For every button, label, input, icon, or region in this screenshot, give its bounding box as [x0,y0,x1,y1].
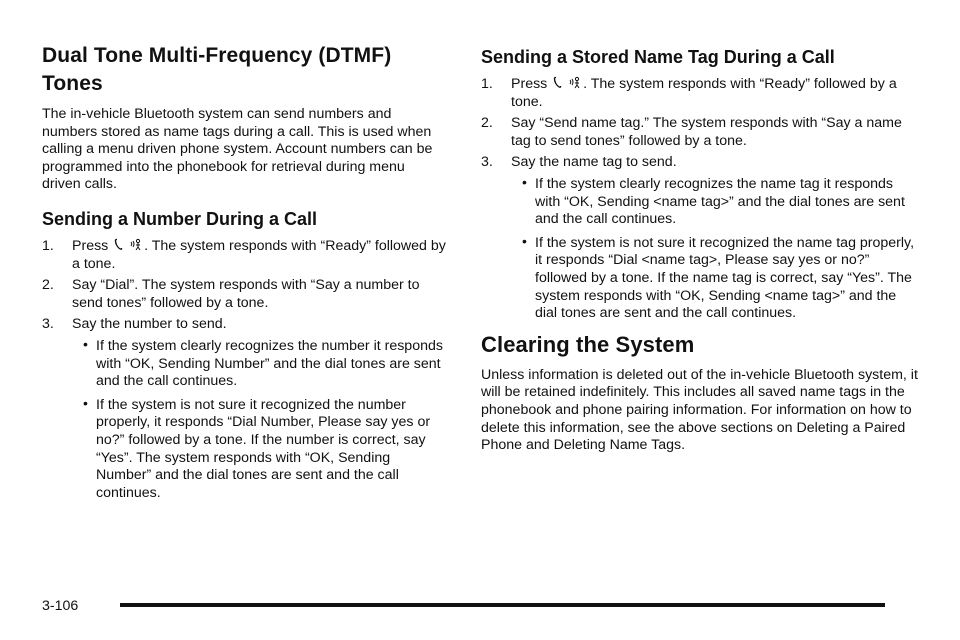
step-text: Say the number to send. [72,316,227,333]
bullet-mark: • [83,394,88,411]
step-number: 1. [42,237,54,254]
step-text-post: . The system responds with “Ready” followed by a tone. [72,237,446,272]
step-number: 2. [42,277,54,294]
right-column [481,42,921,455]
voice-icon [130,238,139,251]
step-item [42,238,447,273]
sending-number-heading: Sending a Number During a Call [42,208,318,229]
bullet-item [481,173,921,229]
step-number: 1. [481,76,493,92]
sending-name-tag-bullets [481,173,921,323]
dtmf-heading: Dual Tone Multi-Frequency (DTMF) Tones [42,44,392,95]
footer-rule [120,603,885,607]
bullet-text: If the system clearly recognizes the number it responds with “OK, Sending Number” and the dial tones are sent and the call continues. [96,337,443,390]
bullet-mark: • [522,232,527,249]
bullet-item [481,232,921,323]
bullet-mark: • [83,335,88,352]
clearing-system-paragraph: Unless information is deleted out of the in-vehicle Bluetooth system, it will be retained indefinitely. This includes all saved name tags in the phonebook and phone pairing information. For information on how to delete this information, see the above sections on Deleting a Paired Phone and Deleting Name Tags. [481,366,918,454]
step-text: Say the name tag to send. [511,154,677,171]
bullet-item [42,335,447,391]
step-item [481,76,921,111]
step-number: 3. [42,316,54,333]
bullet-text: If the system clearly recognizes the name tag it responds with “OK, Sending <name tag>” and the dial tones are sent and the call continues. [535,175,905,228]
bullet-text: If the system is not sure it recognized the name tag properly, it responds “Dial <name tag>, Please say yes or no?” followed by a tone. If the name tag is correct, say “Yes”. The system responds with “OK, Sending <name tag>” and the dial tones are sent and the call continues. [535,234,915,322]
page-number: 3-106 [42,598,79,614]
step-item [42,277,447,312]
sending-name-tag-steps [481,76,921,172]
left-column [42,42,447,508]
step-text-pre: Press [511,76,548,92]
step-text: Say “Send name tag.” The system responds with “Say a name tag to send tones” followed by a tone. [511,115,902,149]
clearing-system-heading: Clearing the System [481,331,695,357]
step-text-post: . The system responds with “Ready” followed by a tone. [511,76,897,110]
step-item [481,154,921,172]
sending-name-tag-heading: Sending a Stored Name Tag During a Call [481,47,835,67]
bullet-item [42,394,447,503]
bullet-text: If the system is not sure it recognized the number properly, it responds “Dial Number, Please say yes or no?” followed by a tone. If the number is correct, say “Yes”. The system responds with “OK, Sending Number” and the dial tones are sent and the call continues. [96,396,431,501]
step-item [481,115,921,150]
sending-number-bullets [42,335,447,502]
handset-icon [553,76,562,89]
step-number: 2. [481,115,493,132]
bullet-mark: • [522,173,527,190]
step-text-pre: Press [72,237,109,254]
step-text: Say “Dial”. The system responds with “Say a number to send tones” followed by a tone. [72,277,420,311]
dtmf-intro: The in-vehicle Bluetooth system can send numbers and numbers stored as name tags during a call. This is used when calling a menu driven phone system. Account numbers can be programmed into the phonebook for retrieval during menu driven calls. [42,106,433,193]
voice-icon [569,76,578,89]
handset-icon [114,238,123,251]
step-number: 3. [481,154,493,171]
sending-number-steps [42,238,447,334]
step-item [42,316,447,334]
